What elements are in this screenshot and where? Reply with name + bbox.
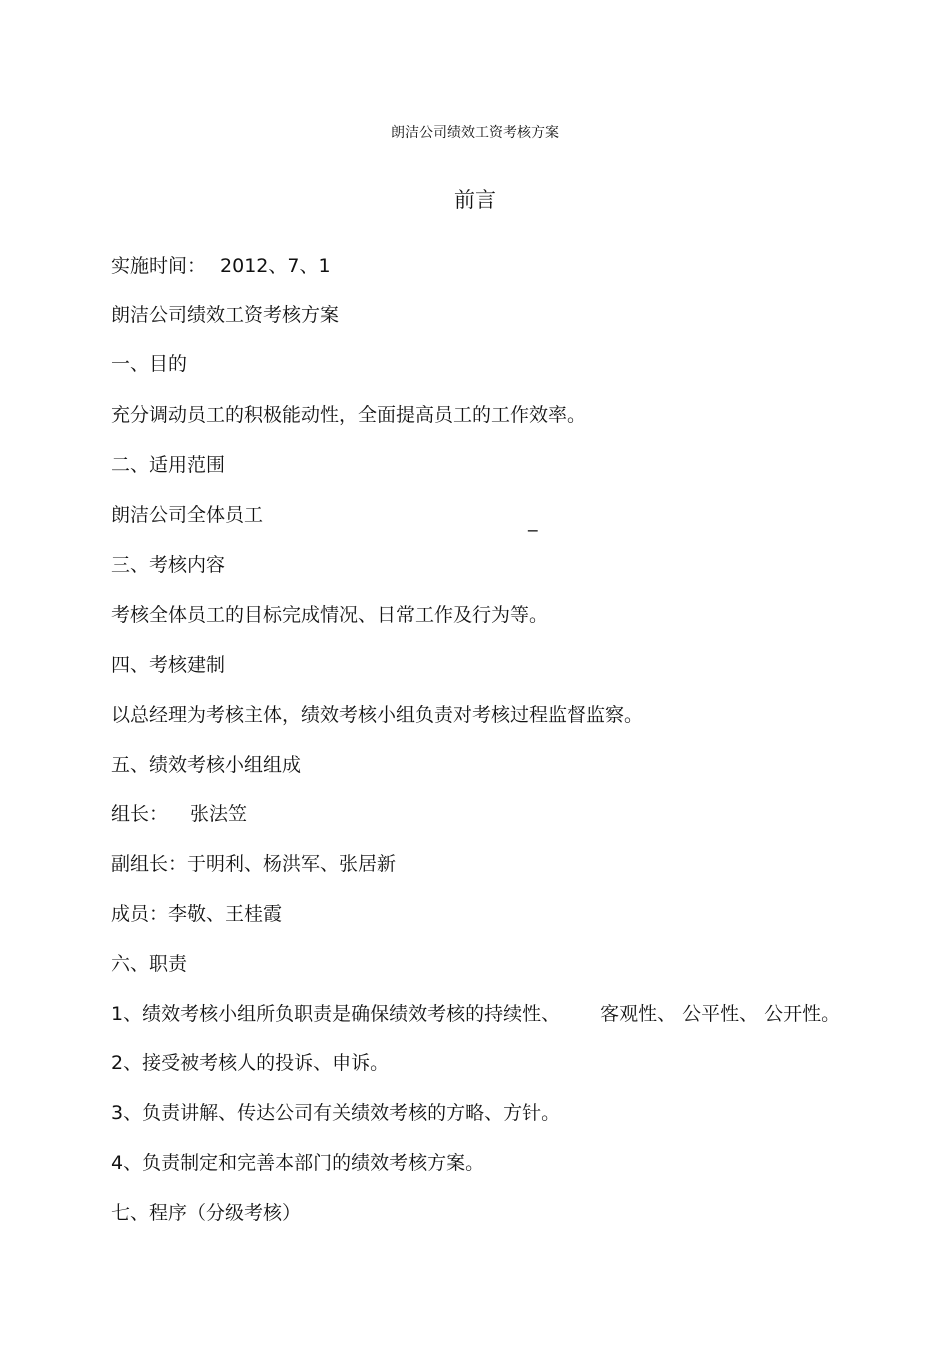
section-2-text: 朗洁公司全体员工 [111,504,264,526]
leader-line [111,802,247,826]
deputy-leaders-line: 副组长：于明利、杨洪军、张居新 [111,853,397,875]
section-6-heading: 六、职责 [111,953,188,975]
preface-heading: 前言 [454,188,496,212]
section-4-heading: 四、考核建制 [111,654,226,676]
document-header-title: 朗洁公司绩效工资考核方案 [391,125,559,141]
section-4-text: 以总经理为考核主体，绩效考核小组负责对考核过程监督监察。 [111,704,644,726]
section-2-heading: 二、适用范围 [111,454,226,476]
duty-item-4: 4、负责制定和完善本部门的绩效考核方案。 [111,1152,485,1174]
implementation-date-value: 2012、7、1 [220,255,331,277]
section-5-heading: 五、绩效考核小组组成 [111,754,302,776]
duty-item-1-part1: 1、绩效考核小组所负职责是确保绩效考核的持续性、 [111,1003,561,1025]
underscore-mark: _ [528,510,538,532]
duty-item-1 [111,1002,840,1026]
section-3-text: 考核全体员工的目标完成情况、日常工作及行为等。 [111,604,549,626]
members-line: 成员：李敬、王桂霞 [111,903,283,925]
plan-title: 朗洁公司绩效工资考核方案 [111,304,340,326]
duty-item-2: 2、接受被考核人的投诉、申诉。 [111,1052,390,1074]
section-3-heading: 三、考核内容 [111,554,226,576]
duty-item-3: 3、负责讲解、传达公司有关绩效考核的方略、方针。 [111,1102,561,1124]
section-1-text: 充分调动员工的积极能动性，全面提高员工的工作效率。 [111,404,587,426]
implementation-date-label: 实施时间： [111,255,207,277]
leader-label: 组长： [111,803,169,825]
duty-item-1-part2: 客观性、 公平性、 公开性。 [600,1003,841,1025]
leader-name: 张法笠 [190,803,248,825]
implementation-date-line [111,254,331,278]
section-1-heading: 一、目的 [111,353,188,375]
section-7-heading: 七、程序（分级考核） [111,1202,302,1224]
